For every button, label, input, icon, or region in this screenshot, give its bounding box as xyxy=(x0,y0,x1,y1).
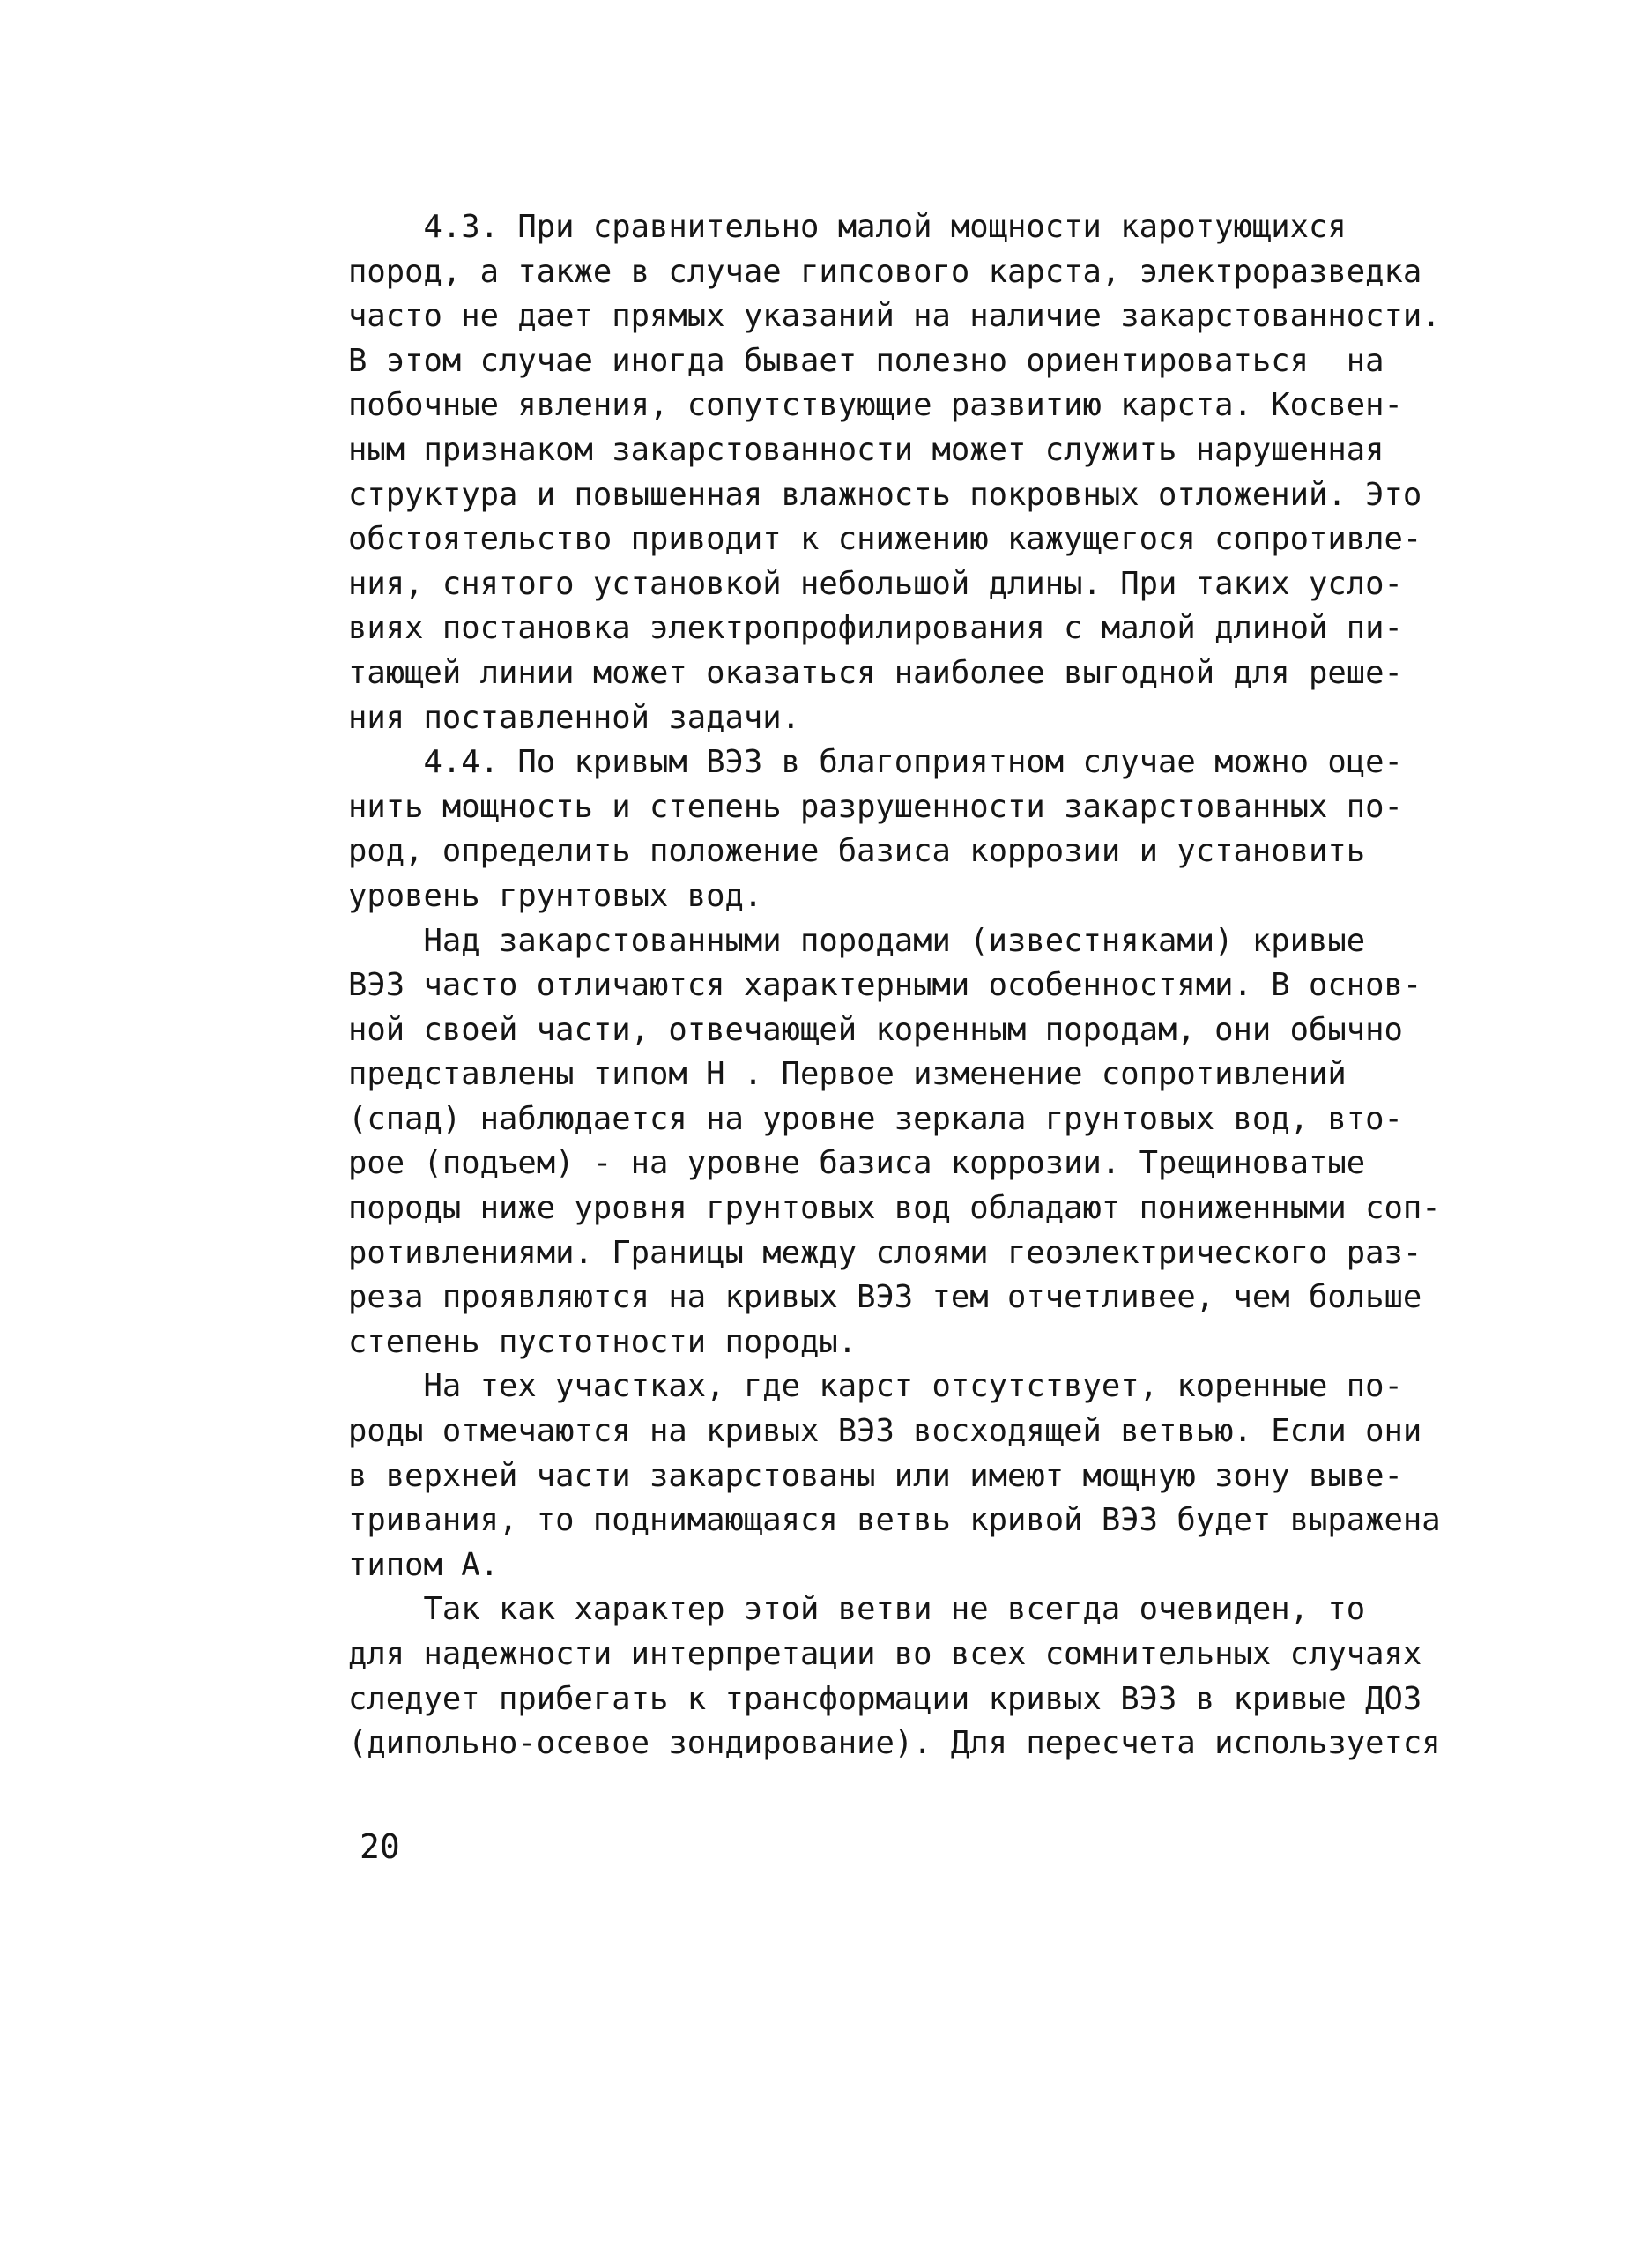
text-line: (дипольно-осевое зондирование). Для пересчета используется xyxy=(348,1725,1441,1762)
text-line: пород, а также в случае гипсового карста, электроразведка xyxy=(348,253,1422,290)
page-number: 20 xyxy=(360,1827,400,1866)
text-line: ния поставленной задачи. xyxy=(348,699,800,736)
text-line: рое (подъем) - на уровне базиса коррозии. Трещиноватые xyxy=(348,1145,1366,1182)
text-line: ВЭЗ часто отличаются характерными особенностями. В основ- xyxy=(348,967,1422,1004)
text-line: степень пустотности породы. xyxy=(348,1323,857,1360)
text-line: род, определить положение базиса коррозии и установить xyxy=(348,833,1366,870)
text-line: структура и повышенная влажность покровных отложений. Это xyxy=(348,476,1422,513)
text-line: обстоятельство приводит к снижению кажущегося сопротивле- xyxy=(348,521,1422,558)
text-line: тривания, то поднимающаяся ветвь кривой ВЭЗ будет выражена xyxy=(348,1502,1441,1539)
text-line: роды отмечаются на кривых ВЭЗ восходящей ветвью. Если они xyxy=(348,1413,1422,1450)
text-line: побочные явления, сопутствующие развитию карста. Косвен- xyxy=(348,387,1403,424)
text-line: (спад) наблюдается на уровне зеркала грунтовых вод, вто- xyxy=(348,1100,1403,1137)
text-line: породы ниже уровня грунтовых вод обладают пониженными соп- xyxy=(348,1190,1441,1227)
text-line: ния, снятого установкой небольшой длины. При таких усло- xyxy=(348,565,1403,602)
text-line: для надежности интерпретации во всех сомнительных случаях xyxy=(348,1636,1422,1672)
text-line: типом А. xyxy=(348,1546,499,1583)
text-line: тающей линии может оказаться наиболее выгодной для реше- xyxy=(348,654,1403,691)
text-line: Над закарстованными породами (известняками) кривые xyxy=(348,922,1366,959)
text-line: ротивлениями. Границы между слоями геоэлектрического раз- xyxy=(348,1234,1422,1271)
text-line: 4.3. При сравнительно малой мощности каротующихся xyxy=(348,209,1347,245)
text-line: ным признаком закарстованности может служить нарушенная xyxy=(348,431,1384,468)
text-line: ной своей части, отвечающей коренным породам, они обычно xyxy=(348,1011,1403,1048)
body-text xyxy=(348,205,1441,1766)
text-line: часто не дает прямых указаний на наличие закарстованности. xyxy=(348,298,1441,335)
text-line: Так как характер этой ветви не всегда очевиден, то xyxy=(348,1591,1366,1628)
text-line: нить мощность и степень разрушенности закарстованных по- xyxy=(348,788,1403,825)
text-line: В этом случае иногда бывает полезно ориентироваться на xyxy=(348,342,1384,379)
text-line: в верхней части закарстованы или имеют мощную зону выве- xyxy=(348,1457,1403,1494)
text-line: уровень грунтовых вод. xyxy=(348,877,763,914)
text-line: следует прибегать к трансформации кривых ВЭЗ в кривые ДОЗ xyxy=(348,1680,1422,1717)
text-line: представлены типом Н . Первое изменение сопротивлений xyxy=(348,1056,1347,1093)
text-line: 4.4. По кривым ВЭЗ в благоприятном случае можно оце- xyxy=(348,744,1403,781)
text-line: реза проявляются на кривых ВЭЗ тем отчетливее, чем больше xyxy=(348,1279,1422,1316)
text-line: На тех участках, где карст отсутствует, коренные по- xyxy=(348,1368,1403,1405)
text-line: виях постановка электропрофилирования с малой длиной пи- xyxy=(348,610,1403,647)
